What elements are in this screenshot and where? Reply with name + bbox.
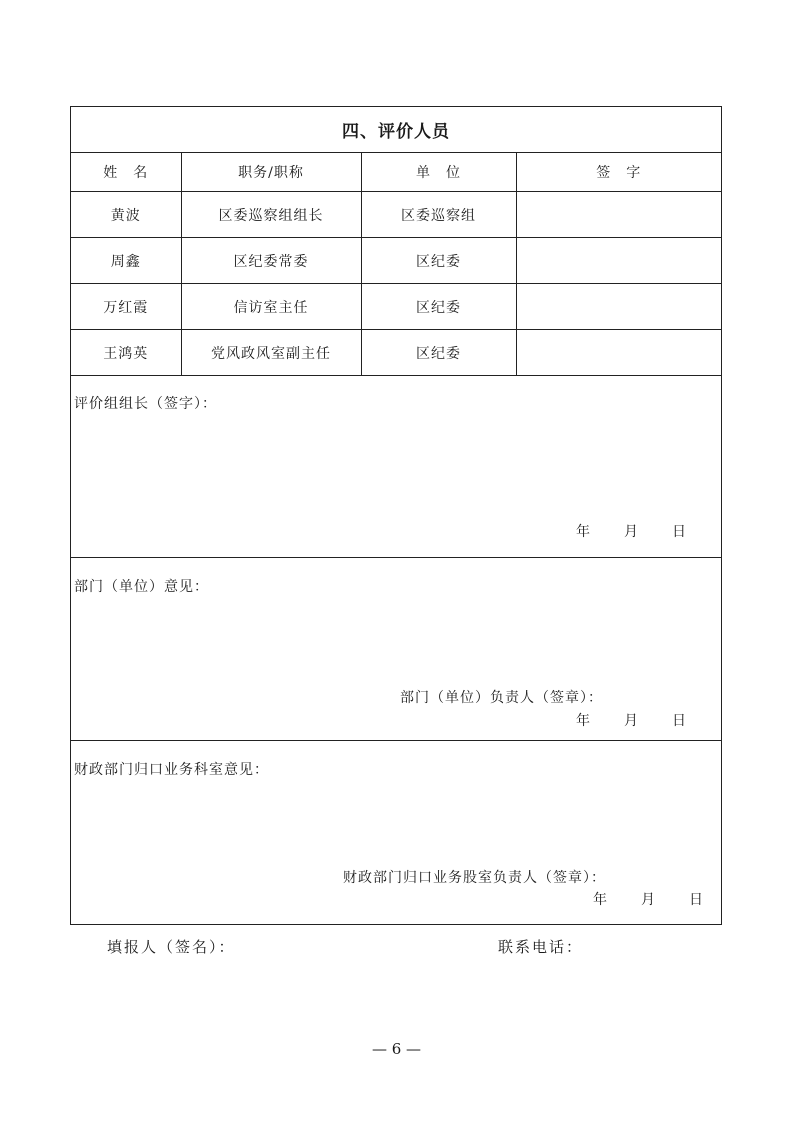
cell-unit: 区委巡察组: [361, 192, 516, 238]
cell-signature[interactable]: [516, 330, 721, 376]
cell-name: 万红霞: [71, 284, 181, 330]
finance-sign-label: 财政部门归口业务股室负责人（签章）：: [343, 870, 606, 886]
cell-name: 黄波: [71, 192, 181, 238]
date-day: 日: [672, 524, 687, 540]
date-year: 年: [576, 524, 591, 540]
finance-opinion-section[interactable]: [71, 741, 721, 924]
date-month: 月: [624, 524, 639, 540]
leader-signature-label: 评价组组长（签字）：: [74, 396, 217, 412]
header-name: 姓 名: [71, 153, 181, 192]
cell-signature[interactable]: [516, 284, 721, 330]
header-title: 职务/职称: [181, 153, 361, 192]
cell-unit: 区纪委: [361, 238, 516, 284]
leader-date: [576, 521, 687, 541]
cell-signature[interactable]: [516, 192, 721, 238]
date-day: 日: [689, 892, 704, 908]
date-year: 年: [576, 713, 591, 729]
table-row: [71, 192, 721, 238]
cell-title: 区委巡察组组长: [181, 192, 361, 238]
department-opinion-section[interactable]: [71, 558, 721, 741]
cell-name: 王鸿英: [71, 330, 181, 376]
cell-signature[interactable]: [516, 238, 721, 284]
department-opinion-label: 部门（单位）意见：: [74, 579, 209, 595]
table-row: [71, 284, 721, 330]
date-month: 月: [624, 713, 639, 729]
cell-unit: 区纪委: [361, 330, 516, 376]
date-day: 日: [672, 713, 687, 729]
cell-unit: 区纪委: [361, 284, 516, 330]
department-date: [576, 710, 687, 730]
table-row: [71, 330, 721, 376]
section-title: 四、评价人员: [71, 107, 721, 153]
cell-title: 区纪委常委: [181, 238, 361, 284]
contact-phone-label: 联系电话：: [498, 938, 584, 956]
date-month: 月: [641, 892, 656, 908]
page-number: — 6 —: [371, 1040, 422, 1058]
table-row: [71, 238, 721, 284]
finance-opinion-label: 财政部门归口业务科室意见：: [74, 762, 269, 778]
evaluators-table: [71, 153, 721, 376]
filler-signature-label: 填报人（签名）：: [107, 938, 236, 956]
cell-name: 周鑫: [71, 238, 181, 284]
cell-title: 党风政风室副主任: [181, 330, 361, 376]
department-sign-label: 部门（单位）负责人（签章）：: [400, 690, 603, 706]
header-unit: 单 位: [361, 153, 516, 192]
header-signature: 签 字: [516, 153, 721, 192]
cell-title: 信访室主任: [181, 284, 361, 330]
finance-date: [593, 889, 704, 909]
table-header-row: [71, 153, 721, 192]
leader-signature-section[interactable]: [71, 375, 721, 558]
date-year: 年: [593, 892, 608, 908]
evaluation-form: [70, 106, 722, 925]
